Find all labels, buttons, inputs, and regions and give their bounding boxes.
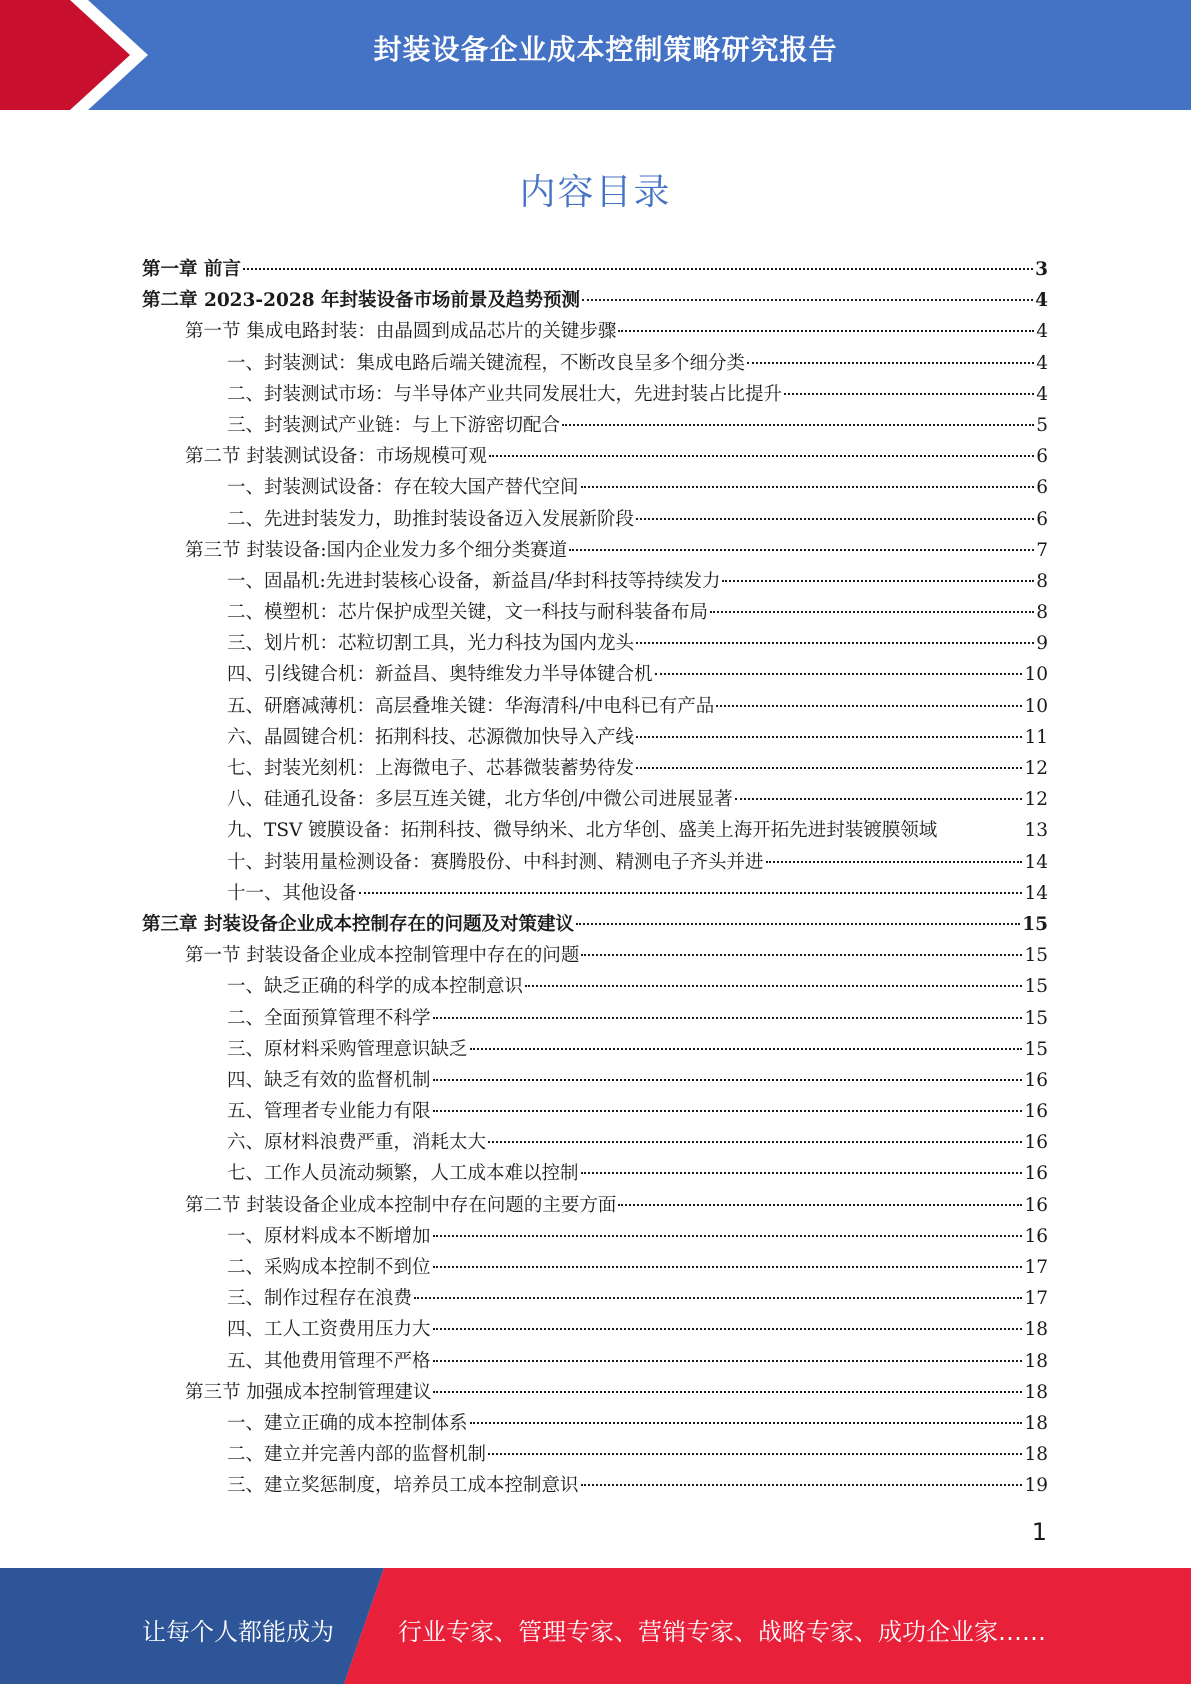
- toc-entry-text: 二、全面预算管理不科学: [227, 1007, 431, 1029]
- toc-page-number: 18: [1024, 1350, 1048, 1372]
- toc-entry-text: 四、工人工资费用压力大: [227, 1319, 431, 1341]
- toc-page-number: 4: [1035, 290, 1048, 312]
- toc-entry[interactable]: [142, 1003, 1048, 1034]
- toc-leader-dots: [433, 1327, 1023, 1330]
- footer-slogan-right: 行业专家、管理专家、营销专家、战略专家、成功企业家……: [398, 1618, 1046, 1646]
- toc-entry[interactable]: [142, 628, 1048, 659]
- toc-entry-text: 三、建立奖惩制度，培养员工成本控制意识: [227, 1475, 579, 1497]
- toc-page-number: 6: [1036, 508, 1048, 530]
- toc-page-number: 6: [1036, 477, 1048, 499]
- toc-entry-text: 五、其他费用管理不严格: [227, 1350, 431, 1372]
- toc-page-number: 10: [1024, 664, 1048, 686]
- toc-leader-dots: [433, 1359, 1023, 1362]
- toc-page-number: 15: [1024, 1007, 1048, 1029]
- toc-entry-text: 一、建立正确的成本控制体系: [227, 1412, 468, 1434]
- footer-banner: [0, 1568, 1191, 1684]
- toc-leader-dots: [243, 267, 1033, 270]
- toc-entry[interactable]: [142, 348, 1048, 379]
- toc-entry-text: 九、TSV 镀膜设备：拓荆科技、微导纳米、北方华创、盛美上海开拓先进封装镀膜领域: [227, 820, 938, 842]
- toc-page-number: 5: [1036, 414, 1048, 436]
- toc-leader-dots: [359, 891, 1023, 894]
- toc-leader-dots: [636, 517, 1034, 520]
- toc-page-number: 10: [1024, 695, 1048, 717]
- toc-page-number: 9: [1036, 633, 1048, 655]
- toc-page-number: 7: [1036, 539, 1048, 561]
- toc-entry[interactable]: [142, 1470, 1048, 1501]
- toc-page-number: 15: [1024, 976, 1048, 998]
- toc-entry[interactable]: [142, 285, 1048, 316]
- toc-entry[interactable]: [142, 504, 1048, 535]
- toc-entry-text: 一、封装测试：集成电路后端关键流程，不断改良呈多个细分类: [227, 352, 746, 374]
- toc-entry[interactable]: [142, 722, 1048, 753]
- toc-entry[interactable]: [142, 1127, 1048, 1158]
- toc-entry[interactable]: [142, 1408, 1048, 1439]
- toc-leader-dots: [618, 329, 1034, 332]
- toc-page-number: 4: [1036, 352, 1048, 374]
- toc-leader-dots: [735, 797, 1023, 800]
- toc-page-number: 17: [1024, 1257, 1048, 1278]
- toc-leader-dots: [636, 641, 1034, 644]
- toc-entry[interactable]: [142, 784, 1048, 815]
- toc-page-number: 16: [1024, 1132, 1048, 1154]
- toc-leader-dots: [618, 1203, 1022, 1206]
- toc-page-number: 14: [1024, 851, 1048, 873]
- toc-entry[interactable]: [142, 597, 1048, 628]
- toc-leader-dots: [470, 1421, 1023, 1424]
- toc-entry-text: 八、硅通孔设备：多层互连关键，北方华创/中微公司进展显著: [227, 789, 733, 811]
- toc-heading: 内容目录: [519, 172, 672, 213]
- toc-entry-text: 第一章 前言: [142, 259, 241, 280]
- toc-page-number: 12: [1024, 789, 1048, 811]
- toc-page-number: 15: [1024, 945, 1048, 967]
- table-of-contents: [142, 254, 1048, 1502]
- toc-leader-dots: [489, 454, 1034, 457]
- toc-page-number: 18: [1024, 1444, 1048, 1466]
- toc-entry-text: 第一节 封装设备企业成本控制管理中存在的问题: [185, 945, 580, 967]
- toc-page-number: 16: [1024, 1194, 1048, 1216]
- toc-entry[interactable]: [142, 971, 1048, 1002]
- toc-leader-dots: [722, 579, 1034, 582]
- toc-page-number: 15: [1022, 913, 1048, 935]
- toc-entry-text: 六、晶圆键合机：拓荆科技、芯源微加快导入产线: [227, 726, 635, 748]
- toc-entry-text: 一、固晶机:先进封装核心设备，新益昌/华封科技等持续发力: [227, 570, 721, 592]
- toc-entry[interactable]: [142, 1096, 1048, 1127]
- toc-page-number: 18: [1024, 1319, 1048, 1341]
- toc-entry[interactable]: [142, 909, 1048, 940]
- toc-leader-dots: [414, 1296, 1022, 1299]
- toc-entry-text: 第三节 加强成本控制管理建议: [185, 1381, 432, 1403]
- toc-entry[interactable]: [142, 1314, 1048, 1345]
- toc-entry-text: 三、原材料采购管理意识缺乏: [227, 1038, 468, 1060]
- toc-entry-text: 六、原材料浪费严重，消耗太大: [227, 1132, 487, 1154]
- toc-entry[interactable]: [142, 940, 1048, 971]
- toc-entry-text: 第三节 封装设备:国内企业发力多个细分类赛道: [185, 539, 568, 561]
- toc-entry[interactable]: [142, 847, 1048, 878]
- toc-page-number: 4: [1036, 383, 1048, 405]
- toc-leader-dots: [747, 361, 1034, 364]
- toc-leader-dots: [937, 830, 1024, 831]
- toc-leader-dots: [716, 704, 1022, 707]
- toc-page-number: 19: [1024, 1475, 1048, 1497]
- toc-entry-text: 五、管理者专业能力有限: [227, 1101, 431, 1123]
- toc-entry-text: 二、建立并完善内部的监督机制: [227, 1444, 487, 1466]
- toc-leader-dots: [576, 922, 1020, 925]
- toc-entry-text: 七、工作人员流动频繁，人工成本难以控制: [227, 1163, 579, 1185]
- toc-leader-dots: [569, 548, 1034, 551]
- toc-leader-dots: [655, 672, 1023, 675]
- toc-entry-text: 一、原材料成本不断增加: [227, 1225, 431, 1247]
- toc-leader-dots: [581, 1171, 1023, 1174]
- toc-page-number: 11: [1024, 726, 1048, 748]
- toc-leader-dots: [581, 1483, 1023, 1486]
- toc-entry-text: 第二节 封装测试设备：市场规模可观: [185, 446, 487, 468]
- toc-entry-text: 三、制作过程存在浪费: [227, 1288, 413, 1310]
- toc-entry-text: 二、先进封装发力，助推封装设备迈入发展新阶段: [227, 508, 635, 530]
- toc-entry-text: 十一、其他设备: [227, 882, 357, 904]
- toc-leader-dots: [636, 735, 1022, 738]
- toc-leader-dots: [488, 1140, 1022, 1143]
- toc-entry[interactable]: [142, 410, 1048, 441]
- toc-entry[interactable]: [142, 535, 1048, 566]
- toc-page-number: 18: [1024, 1412, 1048, 1434]
- toc-entry[interactable]: [142, 1034, 1048, 1065]
- toc-leader-dots: [766, 860, 1023, 863]
- toc-entry[interactable]: [142, 691, 1048, 722]
- toc-entry-text: 三、封装测试产业链：与上下游密切配合: [227, 414, 561, 436]
- toc-entry-text: 十、封装用量检测设备：赛腾股份、中科封测、精测电子齐头并进: [227, 851, 764, 873]
- toc-leader-dots: [433, 1265, 1023, 1268]
- toc-leader-dots: [433, 1109, 1023, 1112]
- toc-page-number: 16: [1024, 1069, 1048, 1091]
- toc-leader-dots: [433, 1234, 1023, 1237]
- toc-page-number: 6: [1036, 446, 1048, 468]
- toc-page-number: 4: [1036, 321, 1048, 343]
- toc-entry-text: 二、模塑机：芯片保护成型关键，文一科技与耐科装备布局: [227, 602, 709, 624]
- toc-page-number: 17: [1024, 1288, 1048, 1310]
- toc-entry-text: 四、缺乏有效的监督机制: [227, 1069, 431, 1091]
- toc-entry-text: 第一节 集成电路封装：由晶圆到成品芯片的关键步骤: [185, 321, 617, 343]
- toc-entry[interactable]: [142, 1065, 1048, 1096]
- toc-entry[interactable]: [142, 1158, 1048, 1189]
- toc-page-number: 16: [1024, 1225, 1048, 1247]
- toc-entry-text: 第三章 封装设备企业成本控制存在的问题及对策建议: [142, 913, 574, 935]
- header-banner: [0, 0, 1191, 110]
- toc-entry[interactable]: [142, 1221, 1048, 1252]
- toc-entry[interactable]: [142, 878, 1048, 909]
- toc-leader-dots: [582, 298, 1033, 301]
- toc-entry-text: 三、划片机：芯粒切割工具，光力科技为国内龙头: [227, 633, 635, 655]
- report-title: 封装设备企业成本控制策略研究报告: [373, 33, 838, 66]
- toc-entry[interactable]: [142, 379, 1048, 410]
- toc-entry[interactable]: [142, 1252, 1048, 1283]
- toc-leader-dots: [488, 1452, 1022, 1455]
- toc-entry[interactable]: [142, 472, 1048, 503]
- toc-leader-dots: [784, 392, 1034, 395]
- toc-leader-dots: [710, 610, 1034, 613]
- toc-entry[interactable]: [142, 566, 1048, 597]
- toc-page-number: 16: [1024, 1101, 1048, 1123]
- toc-page-number: 14: [1024, 882, 1048, 904]
- toc-page-number: 8: [1036, 602, 1048, 624]
- toc-entry[interactable]: [142, 1346, 1048, 1377]
- toc-entry-text: 五、研磨减薄机：高层叠堆关键：华海清科/中电科已有产品: [227, 695, 715, 717]
- toc-entry-text: 第二章 2023-2028 年封装设备市场前景及趋势预测: [142, 290, 581, 312]
- toc-entry[interactable]: [142, 1377, 1048, 1408]
- toc-entry[interactable]: [142, 815, 1048, 846]
- toc-leader-dots: [433, 1016, 1023, 1019]
- toc-page-number: 12: [1024, 758, 1048, 779]
- toc-entry[interactable]: [142, 1190, 1048, 1221]
- toc-leader-dots: [581, 485, 1035, 488]
- toc-entry-text: 第二节 封装设备企业成本控制中存在问题的主要方面: [185, 1194, 617, 1216]
- toc-entry[interactable]: [142, 753, 1048, 784]
- toc-leader-dots: [562, 423, 1034, 426]
- page-number: 1: [1031, 1518, 1047, 1546]
- toc-leader-dots: [636, 766, 1022, 769]
- toc-leader-dots: [470, 1047, 1023, 1050]
- toc-page-number: 8: [1036, 570, 1048, 592]
- toc-page-number: 3: [1035, 259, 1048, 280]
- toc-leader-dots: [525, 984, 1022, 987]
- toc-entry-text: 七、封装光刻机：上海微电子、芯碁微装蓄势待发: [227, 758, 635, 779]
- toc-page-number: 18: [1024, 1381, 1048, 1403]
- toc-page-number: 13: [1024, 820, 1048, 842]
- toc-leader-dots: [433, 1390, 1022, 1393]
- toc-entry[interactable]: [142, 254, 1048, 285]
- toc-leader-dots: [581, 953, 1022, 956]
- toc-page-number: 15: [1024, 1038, 1048, 1060]
- toc-entry-text: 四、引线键合机：新益昌、奥特维发力半导体键合机: [227, 664, 653, 686]
- toc-entry-text: 二、封装测试市场：与半导体产业共同发展壮大，先进封装占比提升: [227, 383, 783, 405]
- footer-slogan-left: 让每个人都能成为: [142, 1618, 334, 1646]
- toc-entry-text: 一、缺乏正确的科学的成本控制意识: [227, 976, 524, 998]
- toc-entry-text: 二、采购成本控制不到位: [227, 1257, 431, 1278]
- toc-entry[interactable]: [142, 441, 1048, 472]
- toc-entry[interactable]: [142, 659, 1048, 690]
- toc-entry[interactable]: [142, 1283, 1048, 1314]
- toc-entry[interactable]: [142, 316, 1048, 347]
- toc-leader-dots: [433, 1078, 1023, 1081]
- toc-page-number: 16: [1024, 1163, 1048, 1185]
- toc-entry-text: 一、封装测试设备：存在较大国产替代空间: [227, 477, 579, 499]
- toc-entry[interactable]: [142, 1439, 1048, 1470]
